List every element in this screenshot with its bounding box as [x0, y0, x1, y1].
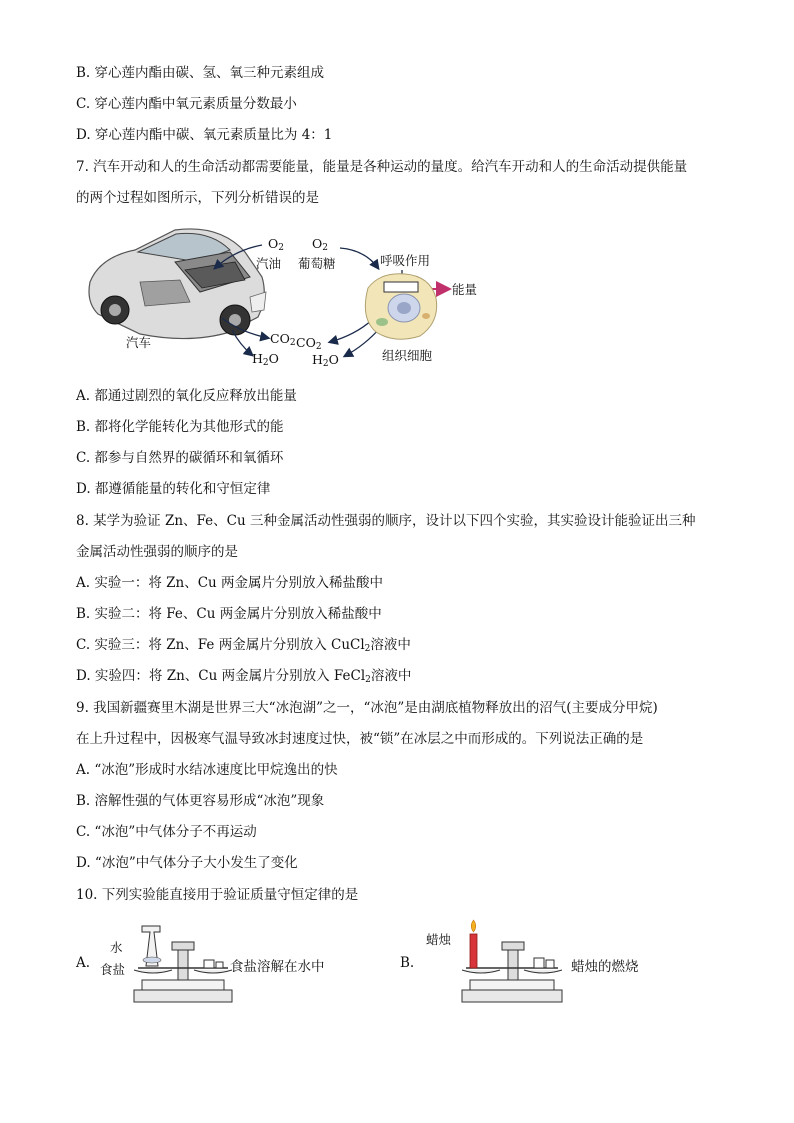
q10-option-a-caption: 食盐溶解在水中 — [230, 959, 325, 975]
water-label: 水 — [110, 940, 123, 955]
q7-stem-line1: 7. 汽车开动和人的生命活动都需要能量，能量是各种运动的量度。给汽车开动和人的生命活动提供能量 — [76, 159, 688, 175]
q10-option-a-letter: A. — [76, 955, 91, 971]
q8-stem-line2: 金属活动性强弱的顺序的是 — [76, 544, 238, 560]
q7-stem-line2: 的两个过程如图所示，下列分析错误的是 — [76, 190, 319, 206]
q7-option-d: D. 都遵循能量的转化和守恒定律 — [76, 481, 271, 497]
q8-option-d: D. 实验四：将 Zn、Cu 两金属片分别放入 FeCl$_2$溶液中 — [76, 668, 412, 685]
cell-label: 组织细胞 — [382, 348, 433, 363]
o2-label-left: $O_2$ — [268, 236, 284, 253]
balance-a-illustration — [128, 920, 238, 1006]
h2o-label-right: $H_2O$ — [312, 352, 339, 369]
candle-label: 蜡烛 — [426, 932, 452, 947]
q6-option-b: B. 穿心莲内酯由碳、氢、氧三种元素组成 — [76, 65, 325, 81]
q9-option-d: D. “冰泡”中气体分子大小发生了变化 — [76, 855, 298, 871]
respiration-label: 呼吸作用 — [380, 253, 431, 268]
q9-stem-line2: 在上升过程中，因极寒气温导致冰封速度过快，被“锁”在冰层之中而形成的。下列说法正确的是 — [76, 731, 644, 747]
balance-b-illustration — [456, 916, 568, 1006]
q8-option-b: B. 实验二：将 Fe、Cu 两金属片分别放入稀盐酸中 — [76, 606, 382, 622]
tissue-cell — [360, 270, 440, 342]
q9-option-c: C. “冰泡”中气体分子不再运动 — [76, 824, 257, 840]
q7-option-b: B. 都将化学能转化为其他形式的能 — [76, 419, 284, 435]
q8-option-c: C. 实验三：将 Zn、Fe 两金属片分别放入 CuCl$_2$溶液中 — [76, 637, 411, 654]
co2-label-left: $CO_2$ — [270, 331, 296, 348]
q9-stem-line1: 9. 我国新疆赛里木湖是世界三大“冰泡湖”之一，“冰泡”是由湖底植物释放出的沼气(主要成分甲烷) — [76, 700, 658, 716]
h2o-label-left: $H_2O$ — [252, 351, 279, 368]
q10-stem: 10. 下列实验能直接用于验证质量守恒定律的是 — [76, 887, 359, 903]
q8-stem-line1: 8. 某学为验证 Zn、Fe、Cu 三种金属活动性强弱的顺序，设计以下四个实验，其实验设计能验证出三种 — [76, 513, 696, 529]
q7-option-c: C. 都参与自然界的碳循环和氧循环 — [76, 450, 284, 466]
o2-label-right: $O_2$ — [312, 236, 328, 253]
q7-option-a: A. 都通过剧烈的氧化反应释放出能量 — [76, 388, 297, 404]
q9-option-b: B. 溶解性强的气体更容易形成“冰泡”现象 — [76, 793, 325, 809]
co2-label-right: $CO_2$ — [296, 335, 322, 352]
salt-label: 食盐 — [100, 962, 126, 977]
q10-option-b-caption: 蜡烛的燃烧 — [571, 959, 639, 975]
car-label: 汽车 — [126, 335, 152, 350]
q6-option-d: D. 穿心莲内酯中碳、氧元素质量比为 4：1 — [76, 127, 333, 143]
energy-label: 能量 — [452, 282, 478, 297]
q8-option-a: A. 实验一：将 Zn、Cu 两金属片分别放入稀盐酸中 — [76, 575, 384, 591]
gasoline-label: 汽油 — [256, 256, 282, 271]
q10-option-b-letter: B. — [400, 955, 415, 971]
q6-option-c: C. 穿心莲内酯中氧元素质量分数最小 — [76, 96, 297, 112]
q9-option-a: A. “冰泡”形成时水结冰速度比甲烷逸出的快 — [76, 762, 338, 778]
glucose-label: 葡萄糖 — [298, 256, 336, 271]
